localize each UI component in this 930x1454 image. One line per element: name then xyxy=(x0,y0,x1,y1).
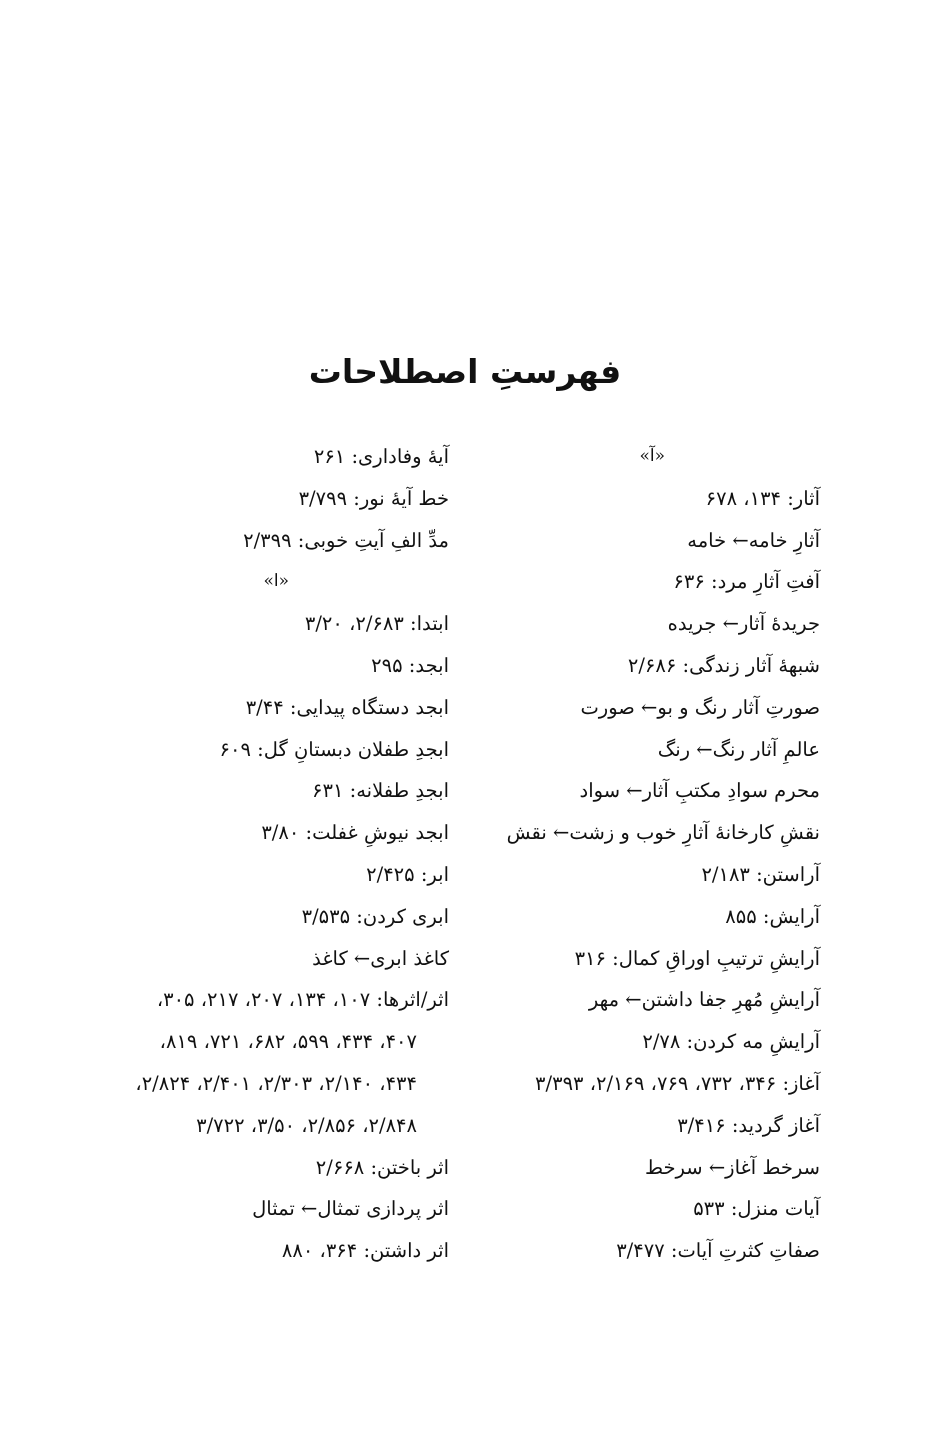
index-entry: کاغذ ابری← کاغذ xyxy=(312,946,449,970)
index-entry: ابر: ۲/۴۲۵ xyxy=(366,862,449,886)
index-entry: جریدۀ آثار← جریده xyxy=(667,612,820,636)
index-entry: ابجد دستگاه پیدایی: ۳/۴۴ xyxy=(245,695,449,719)
index-column-right xyxy=(480,436,820,1272)
index-entry-continuation: ۴۰۷، ۴۳۴، ۵۹۹، ۶۸۲، ۷۲۱، ۸۱۹، xyxy=(159,1030,417,1054)
index-entry: آغاز: ۳۴۶، ۷۳۲، ۷۶۹، ۲/۱۶۹، ۳/۳۹۳ xyxy=(535,1071,820,1095)
index-entry: اثر داشتن: ۳۶۴، ۸۸۰ xyxy=(281,1239,449,1263)
index-entry: ابجدِ طفلانه: ۶۳۱ xyxy=(312,779,449,803)
index-entry: صفاتِ کثرتِ آیات: ۳/۴۷۷ xyxy=(616,1239,820,1263)
index-entry: اثر باختن: ۲/۶۶۸ xyxy=(315,1155,449,1179)
index-entry: آرایش: ۸۵۵ xyxy=(725,904,820,928)
section-letter-heading: «آ» xyxy=(639,446,665,466)
index-entry: شبهۀ آثار زندگی: ۲/۶۸۶ xyxy=(627,653,820,677)
index-entry: آرایشِ مه کردن: ۲/۷۸ xyxy=(642,1030,820,1054)
index-entry: ابجد نیوشِ غفلت: ۳/۸۰ xyxy=(261,821,449,845)
index-entry: آراستن: ۲/۱۸۳ xyxy=(701,862,820,886)
index-entry: آیۀ وفاداری: ۲۶۱ xyxy=(313,445,449,468)
index-entry: اثر پردازی تمثال← تمثال xyxy=(252,1197,449,1221)
index-entry: نقشِ کارخانۀ آثارِ خوب و زشت← نقش xyxy=(506,821,820,845)
index-entry: آرایشِ مُهرِ جفا داشتن← مهر xyxy=(588,988,820,1012)
index-entry: صورتِ آثار رنگ و بو← صورت xyxy=(580,695,820,719)
index-entry: آثارِ خامه← خامه xyxy=(687,528,820,552)
index-entry: آفتِ آثارِ مرد: ۶۳۶ xyxy=(673,570,820,594)
index-entry: خط آیۀ نور: ۳/۷۹۹ xyxy=(298,486,449,510)
index-entry-continuation: ۲/۸۴۸، ۲/۸۵۶، ۳/۵۰، ۳/۷۲۲ xyxy=(196,1113,417,1137)
index-entry: آیات منزل: ۵۳۳ xyxy=(693,1197,820,1221)
index-entry: اثر/اثرها: ۱۰۷، ۱۳۴، ۲۰۷، ۲۱۷، ۳۰۵، xyxy=(156,988,449,1012)
index-entry: محرم سوادِ مکتبِ آثار← سواد xyxy=(579,779,820,803)
index-entry: آرایشِ ترتیبِ اوراقِ کمال: ۳۱۶ xyxy=(574,946,820,970)
index-entry: آغاز گردید: ۳/۴۱۶ xyxy=(677,1113,820,1137)
index-entry: مدِّ الفِ آیتِ خوبی: ۲/۳۹۹ xyxy=(243,528,449,552)
index-column-left xyxy=(69,436,449,1272)
page-title: فهرستِ اصطلاحات xyxy=(308,352,622,391)
index-entry: عالمِ آثار رنگ← رنگ xyxy=(657,737,820,761)
section-letter-heading: «ا» xyxy=(263,571,289,592)
index-entry: ابجدِ طفلان دبستانِ گل: ۶۰۹ xyxy=(219,737,449,761)
index-entry: سرخط آغاز← سرخط xyxy=(644,1155,820,1179)
index-entry: ابری کردن: ۳/۵۳۵ xyxy=(301,904,449,928)
index-entry: آثار: ۱۳۴، ۶۷۸ xyxy=(705,486,820,510)
index-entry: ابتدا: ۲/۶۸۳، ۳/۲۰ xyxy=(304,612,449,636)
index-entry: ابجد: ۲۹۵ xyxy=(371,653,449,677)
index-entry-continuation: ۴۳۴، ۲/۱۴۰، ۲/۳۰۳، ۲/۴۰۱، ۲/۸۲۴، xyxy=(135,1071,417,1095)
